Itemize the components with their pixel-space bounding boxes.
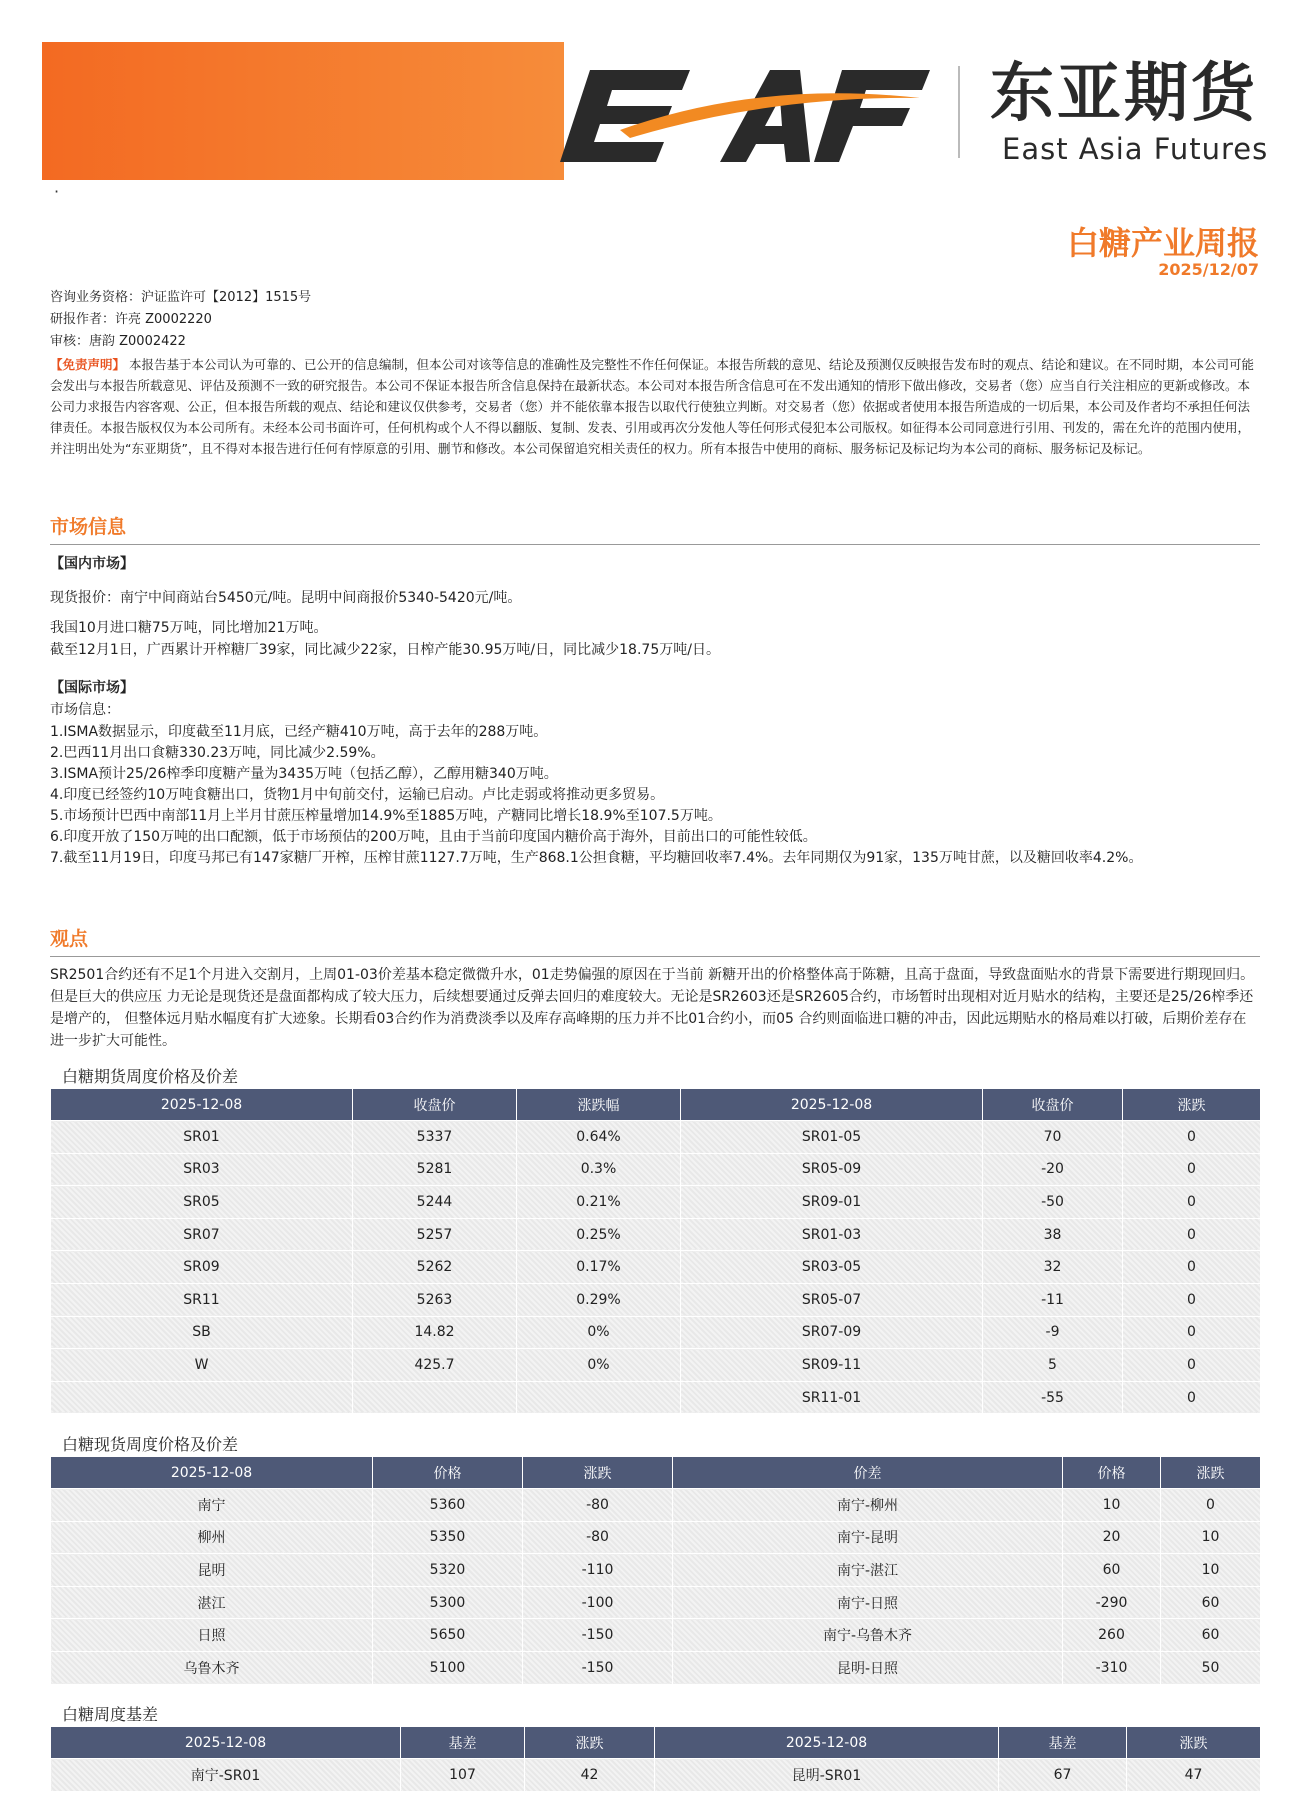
domestic-line: 现货报价：南宁中间商站台5450元/吨。昆明中间商报价5340-5420元/吨。 [50,590,522,606]
intl-line: 6.印度开放了150万吨的出口配额，低于市场预估的200万吨，且由于当前印度国内糖价高于海外，目前出口的可能性较低。 [50,829,817,845]
table-cell: 5360 [373,1489,523,1522]
table-header-row [51,1457,1261,1489]
table-cell: 0 [1123,1121,1261,1154]
table-cell: 0.21% [517,1186,681,1219]
column-header: 2025-12-08 [51,1457,373,1489]
table-cell [517,1381,681,1414]
table-cell [51,1381,353,1414]
table-cell: -290 [1063,1586,1161,1619]
table-cell: 107 [401,1759,525,1792]
table-cell: SR07-09 [681,1316,983,1349]
table-cell: 5281 [353,1153,517,1186]
table-cell: -100 [523,1586,673,1619]
column-header: 2025-12-08 [655,1727,999,1759]
table-cell: -80 [523,1489,673,1522]
view-text: SR2501合约还有不足1个月进入交割月，上周01-03价差基本稳定微微升水，01走势偏强的原因在于当前 新糖开出的价格整体高于陈糖，且高于盘面，导致盘面贴水的背景下需要进行期现回归。但是巨大的供应压 力无论是现货还是盘面都构成了较大压力，后续想要通过反弹去回归的难度较大。无论是SR2603还是SR2605合约，市场暂时出现相对近月贴水的结构，主要还是25/26榨季还是增产的， 但整体远月贴水幅度有扩大迹象。长期看03合约作为消费淡季以及库存高峰期的压力并不比01合约小，而05 合约则面临进口糖的冲击，因此远期贴水的格局难以打破，后期价差存在进一步扩大可能性。 [50,967,1255,1049]
intl-line: 1.ISMA数据显示，印度截至11月底，已经产糖410万吨，高于去年的288万吨。 [50,724,548,740]
table-cell: 260 [1063,1619,1161,1652]
column-header: 基差 [401,1727,525,1759]
header-orange-banner [42,42,564,180]
column-header: 价差 [673,1457,1063,1489]
table-cell: SR05-09 [681,1153,983,1186]
table-cell: -80 [523,1521,673,1554]
table-cell: 南宁-SR01 [51,1759,401,1792]
table-cell: 0.25% [517,1218,681,1251]
table-cell: SR01-05 [681,1121,983,1154]
column-header: 收盘价 [353,1089,517,1121]
table-cell: SR01-03 [681,1218,983,1251]
table-cell: 60 [1161,1586,1261,1619]
author-info: 研报作者：许亮 Z0002220 [50,312,212,327]
table-cell: SR07 [51,1218,353,1251]
table-row [51,1349,1261,1382]
table-cell: 10 [1063,1489,1161,1522]
spot-table [50,1456,1261,1685]
table-cell: -310 [1063,1651,1161,1684]
table-cell: 0 [1123,1186,1261,1219]
table-cell: 5350 [373,1521,523,1554]
brand-name-en: East Asia Futures [1002,132,1269,166]
intl-line: 3.ISMA预计25/26榨季印度糖产量为3435万吨（包括乙醇），乙醇用糖340万吨。 [50,766,558,782]
table-cell: 5257 [353,1218,517,1251]
table-cell: 0.17% [517,1251,681,1284]
table-row [51,1316,1261,1349]
table-cell: SR09 [51,1251,353,1284]
column-header: 收盘价 [983,1089,1123,1121]
intl-line: 2.巴西11月出口食糖330.23万吨，同比减少2.59%。 [50,745,385,761]
basis-table [50,1726,1261,1792]
table-cell: SB [51,1316,353,1349]
table-row [51,1521,1261,1554]
table-cell: -20 [983,1153,1123,1186]
table-cell: 50 [1161,1651,1261,1684]
table-cell: 5337 [353,1121,517,1154]
table-cell: 0 [1123,1251,1261,1284]
table-cell: 0 [1123,1283,1261,1316]
view-section-rule [50,956,1260,957]
table-cell: SR11 [51,1283,353,1316]
table-row [51,1586,1261,1619]
table-cell: 0 [1161,1489,1261,1522]
market-section-rule [50,544,1260,545]
table-cell: W [51,1349,353,1382]
table-cell: 0 [1123,1349,1261,1382]
table-cell: 5263 [353,1283,517,1316]
disclaimer [50,354,1260,459]
table-cell: -11 [983,1283,1123,1316]
column-header: 涨跌 [1127,1727,1261,1759]
reviewer-info: 审核：唐韵 Z0002422 [50,334,186,349]
column-header: 涨跌 [1123,1089,1261,1121]
report-date: 2025/12/07 [1158,260,1259,279]
table-row [51,1218,1261,1251]
futures-table [50,1088,1261,1414]
column-header: 2025-12-08 [51,1727,401,1759]
table-cell: 0% [517,1349,681,1382]
table-cell: 42 [525,1759,655,1792]
table-cell: 0 [1123,1153,1261,1186]
table-cell: 5244 [353,1186,517,1219]
table-row [51,1619,1261,1652]
table-cell: 0.29% [517,1283,681,1316]
table-cell: 5262 [353,1251,517,1284]
table-cell: 南宁-日照 [673,1586,1063,1619]
table-cell: 32 [983,1251,1123,1284]
table-cell: 南宁-乌鲁木齐 [673,1619,1063,1652]
intl-line: 5.市场预计巴西中南部11月上半月甘蔗压榨量增加14.9%至1885万吨，产糖同比增长18.9%至107.5万吨。 [50,808,722,824]
table-cell: SR05-07 [681,1283,983,1316]
table-row [51,1153,1261,1186]
table-cell [353,1381,517,1414]
logo-divider [958,66,960,158]
table-cell: 0.3% [517,1153,681,1186]
table-cell: 5100 [373,1651,523,1684]
table-cell: -150 [523,1651,673,1684]
table-cell: 0% [517,1316,681,1349]
column-header: 涨跌 [1161,1457,1261,1489]
table-cell: 20 [1063,1521,1161,1554]
table-cell: 0.64% [517,1121,681,1154]
table-cell: 47 [1127,1759,1261,1792]
table-cell: 昆明-SR01 [655,1759,999,1792]
table-row [51,1651,1261,1684]
table-cell: 日照 [51,1619,373,1652]
futures-table-caption: 白糖期货周度价格及价差 [62,1067,239,1086]
column-header: 价格 [373,1457,523,1489]
table-cell: 38 [983,1218,1123,1251]
table-cell: SR03 [51,1153,353,1186]
table-cell: 0 [1123,1218,1261,1251]
table-cell: 70 [983,1121,1123,1154]
table-cell: 425.7 [353,1349,517,1382]
intl-intro: 市场信息： [50,702,120,718]
header-dot: · [54,182,60,201]
table-cell: 乌鲁木齐 [51,1651,373,1684]
column-header: 涨跌 [523,1457,673,1489]
table-cell: 5650 [373,1619,523,1652]
domestic-line: 我国10月进口糖75万吨，同比增加21万吨。 [50,620,328,636]
table-row [51,1489,1261,1522]
table-cell: 南宁-湛江 [673,1554,1063,1587]
license-info: 咨询业务资格：沪证监许可【2012】1515号 [50,290,312,305]
table-row [51,1251,1261,1284]
domestic-market-label: 【国内市场】 [50,556,134,572]
column-header: 涨跌 [525,1727,655,1759]
table-row [51,1186,1261,1219]
table-cell: 0 [1123,1381,1261,1414]
table-cell: 5320 [373,1554,523,1587]
intl-line: 7.截至11月19日，印度马邦已有147家糖厂开榨，压榨甘蔗1127.7万吨，生产868.1公担食糖，平均糖回收率7.4%。去年同期仅为91家，135万吨甘蔗，以及糖回收率4.2%。 [50,850,1143,866]
table-cell: 10 [1161,1554,1261,1587]
table-cell: SR09-11 [681,1349,983,1382]
report-title: 白糖产业周报 [1066,224,1259,262]
table-cell: 昆明-日照 [673,1651,1063,1684]
table-row [51,1554,1261,1587]
column-header: 价格 [1063,1457,1161,1489]
table-cell: 昆明 [51,1554,373,1587]
table-cell: SR03-05 [681,1251,983,1284]
table-row [51,1381,1261,1414]
table-cell: -50 [983,1186,1123,1219]
table-cell: 5300 [373,1586,523,1619]
domestic-line: 截至12月1日，广西累计开榨糖厂39家，同比减少22家，日榨产能30.95万吨/日，同比减少18.75万吨/日。 [50,642,720,658]
intl-market-label: 【国际市场】 [50,680,134,696]
column-header: 涨跌幅 [517,1089,681,1121]
table-cell: -55 [983,1381,1123,1414]
disclaimer-label: 【免责声明】 [50,357,126,372]
table-cell: SR11-01 [681,1381,983,1414]
table-cell: -150 [523,1619,673,1652]
table-cell: 5 [983,1349,1123,1382]
column-header: 2025-12-08 [51,1089,353,1121]
view-section-title: 观点 [50,928,89,950]
table-cell: -9 [983,1316,1123,1349]
eaf-logo [560,60,940,170]
table-header-row [51,1727,1261,1759]
table-cell: 南宁 [51,1489,373,1522]
table-cell: 南宁-昆明 [673,1521,1063,1554]
table-cell: 14.82 [353,1316,517,1349]
table-header-row [51,1089,1261,1121]
table-row [51,1121,1261,1154]
table-cell: -110 [523,1554,673,1587]
market-section-title: 市场信息 [50,516,127,538]
brand-name-cn: 东亚期货 [990,57,1258,131]
table-cell: SR05 [51,1186,353,1219]
table-cell: SR01 [51,1121,353,1154]
table-cell: 10 [1161,1521,1261,1554]
column-header: 基差 [999,1727,1127,1759]
table-cell: 60 [1161,1619,1261,1652]
basis-table-caption: 白糖周度基差 [62,1705,159,1724]
table-cell: SR09-01 [681,1186,983,1219]
table-cell: 60 [1063,1554,1161,1587]
table-cell: 湛江 [51,1586,373,1619]
table-row [51,1759,1261,1792]
intl-line: 4.印度已经签约10万吨食糖出口，货物1月中旬前交付，运输已启动。卢比走弱或将推动更多贸易。 [50,787,665,803]
table-cell: 67 [999,1759,1127,1792]
table-row [51,1283,1261,1316]
table-cell: 南宁-柳州 [673,1489,1063,1522]
table-cell: 0 [1123,1316,1261,1349]
table-cell: 柳州 [51,1521,373,1554]
disclaimer-text: 本报告基于本公司认为可靠的、已公开的信息编制，但本公司对该等信息的准确性及完整性不作任何保证。本报告所载的意见、结论及预测仅反映报告发布时的观点、结论和建议。在不同时期，本公司可能会发出与本报告所载意见、评估及预测不一致的研究报告。本公司不保证本报告所含信息保持在最新状态。本公司对本报告所含信息可在不发出通知的情形下做出修改，交易者（您）应当自行关注相应的更新或修改。本公司力求报告内容客观、公正，但本报告所载的观点、结论和建议仅供参考，交易者（您）并不能依靠本报告以取代行使独立判断。对交易者（您）依据或者使用本报告所造成的一切后果，本公司及作者均不承担任何法律责任。本报告版权仅为本公司所有。未经本公司书面许可，任何机构或个人不得以翻版、复制、发表、引用或再次分发他人等任何形式侵犯本公司版权。如征得本公司同意进行引用、刊发的，需在允许的范围内使用，并注明出处为“东亚期货”，且不得对本报告进行任何有悖原意的引用、删节和修改。本公司保留追究相关责任的权力。所有本报告中使用的商标、服务标记及标记均为本公司的商标、服务标记及标记。 [50,357,1255,456]
spot-table-caption: 白糖现货周度价格及价差 [62,1435,239,1454]
column-header: 2025-12-08 [681,1089,983,1121]
